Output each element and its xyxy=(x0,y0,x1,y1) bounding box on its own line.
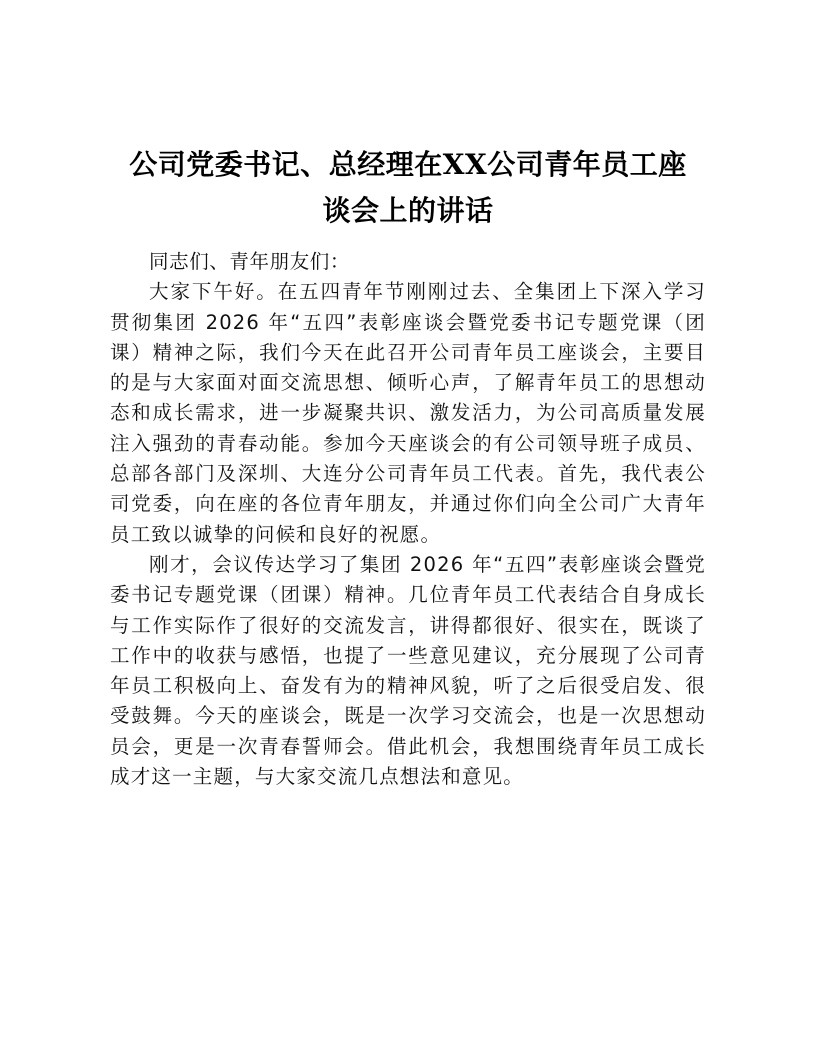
paragraph-opening: 大家下午好。在五四青年节刚刚过去、全集团上下深入学习贯彻集团 2026 年“五四”表彰座谈会暨党委书记专题党课（团课）精神之际，我们今天在此召开公司青年员工座谈会，主要目的是与大家面对面交流思想、倾听心声，了解青年员工的思想动态和成长需求，进一步凝聚共识、激发活力，为公司高质量发展注入强劲的青春动能。参加今天座谈会的有公司领导班子成员、总部各部门及深圳、大连分公司青年员工代表。首先，我代表公司党委，向在座的各位青年朋友，并通过你们向全公司广大青年员工致以诚挚的问候和良好的祝愿。 xyxy=(110,280,706,546)
greeting: 同志们、青年朋友们： xyxy=(149,250,351,273)
document-title xyxy=(110,142,706,234)
paragraph-review: 刚才，会议传达学习了集团 2026 年“五四”表彰座谈会暨党委书记专题党课（团课）精神。几位青年员工代表结合自身成长与工作实际作了很好的交流发言，讲得都很好、很实在，既谈了工作中的收获与感悟，也提了一些意见建议，充分展现了公司青年员工积极向上、奋发有为的精神风貌，听了之后很受启发、很受鼓舞。今天的座谈会，既是一次学习交流会，也是一次思想动员会，更是一次青春誓师会。借此机会，我想围绕青年员工成长成才这一主题，与大家交流几点想法和意见。 xyxy=(110,552,706,789)
title-line-1: 公司党委书记、总经理在XX公司青年员工座 xyxy=(129,148,687,181)
title-line-2: 谈会上的讲话 xyxy=(322,194,494,227)
document-body xyxy=(110,247,706,792)
